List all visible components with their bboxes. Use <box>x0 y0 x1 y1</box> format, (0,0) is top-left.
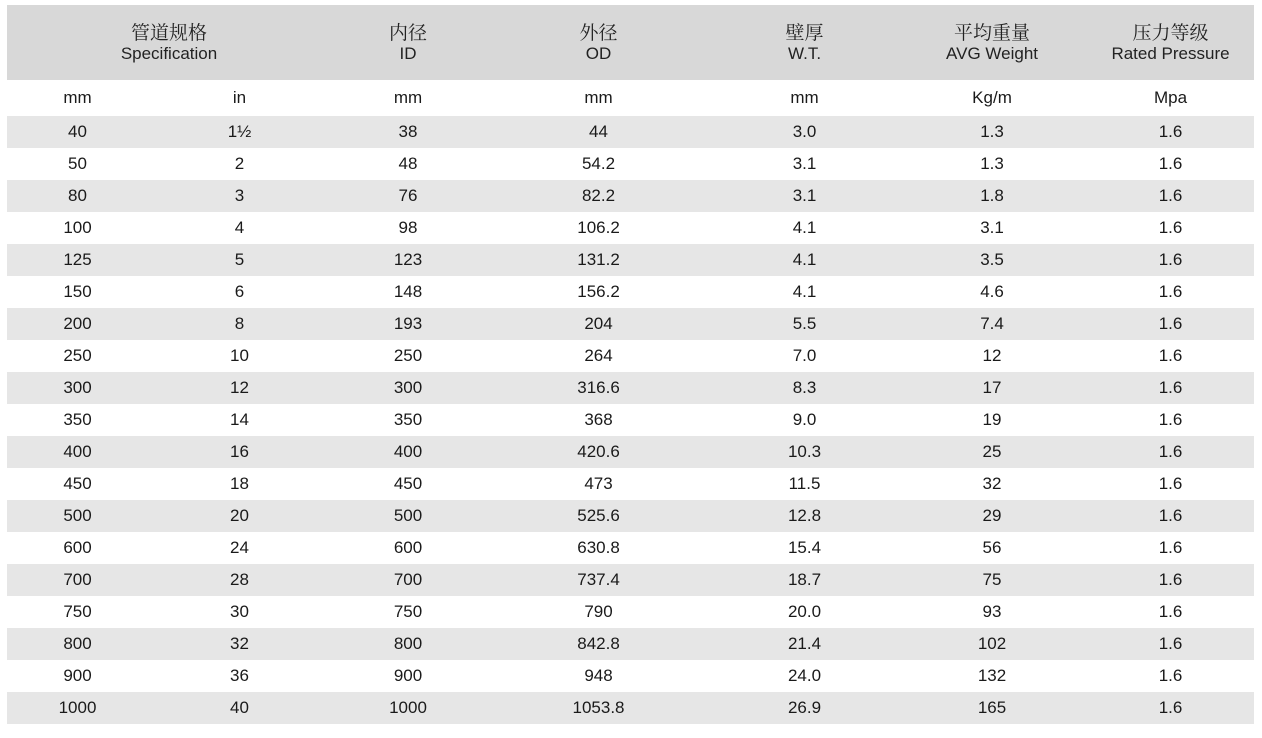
cell-outer-diameter: 82.2 <box>485 180 712 212</box>
cell-wall-thickness: 21.4 <box>712 628 897 660</box>
cell-rated-pressure: 1.6 <box>1087 564 1254 596</box>
header-avg-weight <box>897 5 1087 80</box>
cell-avg-weight: 1.3 <box>980 154 1004 173</box>
cell-outer-diameter: 790 <box>584 602 613 621</box>
cell-avg-weight: 1.8 <box>897 180 1087 212</box>
header-od <box>485 5 712 80</box>
cell-wall-thickness: 12.8 <box>712 500 897 532</box>
cell-outer-diameter: 316.6 <box>485 372 712 404</box>
table-row <box>7 596 1254 628</box>
table-row <box>7 564 1254 596</box>
cell-inner-diameter: 350 <box>393 410 423 429</box>
unit-cell-inch-size: in <box>232 88 247 107</box>
unit-row <box>7 80 1254 116</box>
cell-outer-diameter: 368 <box>584 410 613 429</box>
cell-mm-size: 800 <box>7 628 148 660</box>
cell-rated-pressure: 1.6 <box>1087 180 1254 212</box>
table-row <box>7 500 1254 532</box>
header-specification-zh: 管道规格 <box>131 21 208 44</box>
cell-outer-diameter: 842.8 <box>485 628 712 660</box>
cell-inch-size: 14 <box>230 410 249 429</box>
cell-inch-size: 30 <box>230 602 249 621</box>
cell-rated-pressure: 1.6 <box>1087 372 1254 404</box>
cell-mm-size: 80 <box>7 180 148 212</box>
cell-rated-pressure: 1.6 <box>1087 436 1254 468</box>
table-body <box>7 80 1254 724</box>
header-wall-thickness-zh: 壁厚 <box>785 21 824 44</box>
cell-mm-size: 125 <box>7 244 148 276</box>
cell-avg-weight: 102 <box>897 628 1087 660</box>
cell-inner-diameter: 700 <box>331 564 485 596</box>
cell-inch-size: 28 <box>148 564 331 596</box>
cell-wall-thickness: 5.5 <box>712 308 897 340</box>
cell-inner-diameter: 123 <box>331 244 485 276</box>
cell-outer-diameter: 54.2 <box>581 154 616 173</box>
cell-inner-diameter: 750 <box>393 602 423 621</box>
unit-cell-avg-weight: Kg/m <box>972 88 1012 107</box>
cell-inner-diameter: 38 <box>331 116 485 148</box>
cell-avg-weight: 93 <box>982 602 1002 621</box>
cell-mm-size: 750 <box>63 602 92 621</box>
cell-avg-weight: 12 <box>982 346 1002 365</box>
cell-wall-thickness: 7.0 <box>792 346 817 365</box>
cell-inch-size: 1½ <box>148 116 331 148</box>
cell-avg-weight: 29 <box>897 500 1087 532</box>
cell-mm-size: 100 <box>63 218 92 237</box>
table-row <box>7 404 1254 436</box>
cell-inch-size: 24 <box>230 538 249 557</box>
cell-inner-diameter: 98 <box>398 218 418 237</box>
cell-mm-size: 500 <box>7 500 148 532</box>
table-row <box>7 308 1254 340</box>
header-rated-pressure <box>1087 5 1254 80</box>
cell-rated-pressure: 1.6 <box>1158 282 1183 301</box>
cell-wall-thickness: 20.0 <box>787 602 822 621</box>
cell-wall-thickness: 3.0 <box>712 116 897 148</box>
header-id <box>331 5 485 80</box>
cell-inner-diameter: 48 <box>398 154 418 173</box>
cell-avg-weight: 32 <box>982 474 1002 493</box>
table-row <box>7 340 1254 372</box>
header-od-zh: 外径 <box>579 21 618 44</box>
header-avg-weight-en: AVG Weight <box>946 43 1038 63</box>
header-specification <box>7 5 331 80</box>
cell-inch-size: 8 <box>148 308 331 340</box>
cell-inch-size: 16 <box>148 436 331 468</box>
cell-outer-diameter: 473 <box>584 474 613 493</box>
cell-inner-diameter: 1000 <box>331 692 485 724</box>
table-row <box>7 148 1254 180</box>
cell-rated-pressure: 1.6 <box>1158 602 1183 621</box>
cell-rated-pressure: 1.6 <box>1087 308 1254 340</box>
cell-mm-size: 150 <box>63 282 92 301</box>
cell-outer-diameter: 630.8 <box>577 538 620 557</box>
cell-wall-thickness: 26.9 <box>712 692 897 724</box>
header-rated-pressure-en: Rated Pressure <box>1111 43 1230 63</box>
table-row <box>7 628 1254 660</box>
table-header <box>7 5 1254 80</box>
table-row <box>7 436 1254 468</box>
cell-rated-pressure: 1.6 <box>1087 116 1254 148</box>
cell-avg-weight: 132 <box>977 666 1007 685</box>
unit-cell-rated-pressure: Mpa <box>1153 88 1188 107</box>
cell-wall-thickness: 4.1 <box>792 282 817 301</box>
cell-inch-size: 2 <box>234 154 245 173</box>
cell-rated-pressure: 1.6 <box>1158 666 1183 685</box>
cell-inner-diameter: 900 <box>393 666 423 685</box>
cell-wall-thickness: 4.1 <box>712 244 897 276</box>
cell-inch-size: 20 <box>148 500 331 532</box>
cell-wall-thickness: 24.0 <box>787 666 822 685</box>
cell-rated-pressure: 1.6 <box>1087 244 1254 276</box>
cell-inner-diameter: 500 <box>331 500 485 532</box>
cell-avg-weight: 75 <box>897 564 1087 596</box>
cell-rated-pressure: 1.6 <box>1087 628 1254 660</box>
cell-avg-weight: 4.6 <box>980 282 1004 301</box>
cell-avg-weight: 19 <box>982 410 1002 429</box>
cell-mm-size: 300 <box>7 372 148 404</box>
cell-wall-thickness: 10.3 <box>712 436 897 468</box>
cell-outer-diameter: 948 <box>584 666 613 685</box>
cell-rated-pressure: 1.6 <box>1087 692 1254 724</box>
cell-outer-diameter: 106.2 <box>577 218 620 237</box>
cell-avg-weight: 56 <box>982 538 1002 557</box>
cell-outer-diameter: 1053.8 <box>485 692 712 724</box>
cell-outer-diameter: 156.2 <box>577 282 620 301</box>
header-od-en: OD <box>585 43 612 63</box>
cell-inch-size: 10 <box>230 346 249 365</box>
cell-inch-size: 32 <box>148 628 331 660</box>
cell-rated-pressure: 1.6 <box>1087 500 1254 532</box>
cell-rated-pressure: 1.6 <box>1158 538 1183 557</box>
cell-avg-weight: 3.1 <box>980 218 1004 237</box>
cell-avg-weight: 17 <box>897 372 1087 404</box>
header-id-zh: 内径 <box>389 21 428 44</box>
cell-inner-diameter: 250 <box>393 346 423 365</box>
cell-inch-size: 18 <box>230 474 249 493</box>
header-rated-pressure-zh: 压力等级 <box>1132 21 1209 44</box>
cell-inner-diameter: 800 <box>331 628 485 660</box>
cell-inch-size: 3 <box>148 180 331 212</box>
cell-inner-diameter: 450 <box>393 474 423 493</box>
cell-rated-pressure: 1.6 <box>1158 154 1183 173</box>
cell-mm-size: 50 <box>68 154 87 173</box>
spec-table-container <box>7 5 1254 724</box>
table-row <box>7 692 1254 724</box>
unit-cell-inner-diameter: mm <box>393 88 423 107</box>
table-row <box>7 116 1254 148</box>
cell-inch-size: 6 <box>234 282 245 301</box>
cell-mm-size: 700 <box>7 564 148 596</box>
unit-cell-outer-diameter: mm <box>584 88 613 107</box>
cell-rated-pressure: 1.6 <box>1158 346 1183 365</box>
cell-mm-size: 1000 <box>7 692 148 724</box>
unit-cell-mm-size: mm <box>63 88 92 107</box>
cell-wall-thickness: 3.1 <box>712 180 897 212</box>
cell-outer-diameter: 264 <box>584 346 613 365</box>
table-row <box>7 468 1254 500</box>
cell-outer-diameter: 737.4 <box>485 564 712 596</box>
cell-wall-thickness: 8.3 <box>712 372 897 404</box>
cell-inner-diameter: 148 <box>393 282 423 301</box>
cell-rated-pressure: 1.6 <box>1158 410 1183 429</box>
table-row <box>7 660 1254 692</box>
header-specification-en: Specification <box>120 43 218 63</box>
table-row <box>7 180 1254 212</box>
cell-mm-size: 450 <box>63 474 92 493</box>
cell-wall-thickness: 18.7 <box>712 564 897 596</box>
table-row <box>7 532 1254 564</box>
cell-outer-diameter: 44 <box>485 116 712 148</box>
cell-outer-diameter: 131.2 <box>485 244 712 276</box>
cell-avg-weight: 3.5 <box>897 244 1087 276</box>
cell-mm-size: 900 <box>63 666 92 685</box>
cell-wall-thickness: 3.1 <box>792 154 817 173</box>
cell-avg-weight: 7.4 <box>897 308 1087 340</box>
cell-inch-size: 5 <box>148 244 331 276</box>
cell-inch-size: 12 <box>148 372 331 404</box>
cell-inner-diameter: 300 <box>331 372 485 404</box>
cell-rated-pressure: 1.6 <box>1158 474 1183 493</box>
cell-mm-size: 250 <box>63 346 92 365</box>
cell-inner-diameter: 193 <box>331 308 485 340</box>
header-wall-thickness-en: W.T. <box>787 43 822 63</box>
cell-mm-size: 350 <box>63 410 92 429</box>
cell-inch-size: 36 <box>230 666 249 685</box>
cell-mm-size: 40 <box>7 116 148 148</box>
pipe-spec-table <box>7 5 1254 724</box>
table-row <box>7 372 1254 404</box>
cell-wall-thickness: 15.4 <box>787 538 822 557</box>
cell-mm-size: 400 <box>7 436 148 468</box>
cell-mm-size: 200 <box>7 308 148 340</box>
header-id-en: ID <box>399 43 417 63</box>
cell-outer-diameter: 420.6 <box>485 436 712 468</box>
cell-inner-diameter: 400 <box>331 436 485 468</box>
table-row <box>7 212 1254 244</box>
cell-avg-weight: 165 <box>897 692 1087 724</box>
cell-inner-diameter: 76 <box>331 180 485 212</box>
cell-wall-thickness: 9.0 <box>792 410 817 429</box>
table-row <box>7 244 1254 276</box>
cell-avg-weight: 1.3 <box>897 116 1087 148</box>
cell-inch-size: 40 <box>148 692 331 724</box>
table-row <box>7 276 1254 308</box>
header-wall-thickness <box>712 5 897 80</box>
cell-wall-thickness: 4.1 <box>792 218 817 237</box>
cell-wall-thickness: 11.5 <box>788 474 821 493</box>
cell-avg-weight: 25 <box>897 436 1087 468</box>
cell-inner-diameter: 600 <box>393 538 423 557</box>
cell-inch-size: 4 <box>234 218 245 237</box>
cell-rated-pressure: 1.6 <box>1158 218 1183 237</box>
header-avg-weight-zh: 平均重量 <box>954 21 1031 44</box>
cell-outer-diameter: 204 <box>485 308 712 340</box>
unit-cell-wall-thickness: mm <box>790 88 819 107</box>
cell-outer-diameter: 525.6 <box>485 500 712 532</box>
cell-mm-size: 600 <box>63 538 92 557</box>
